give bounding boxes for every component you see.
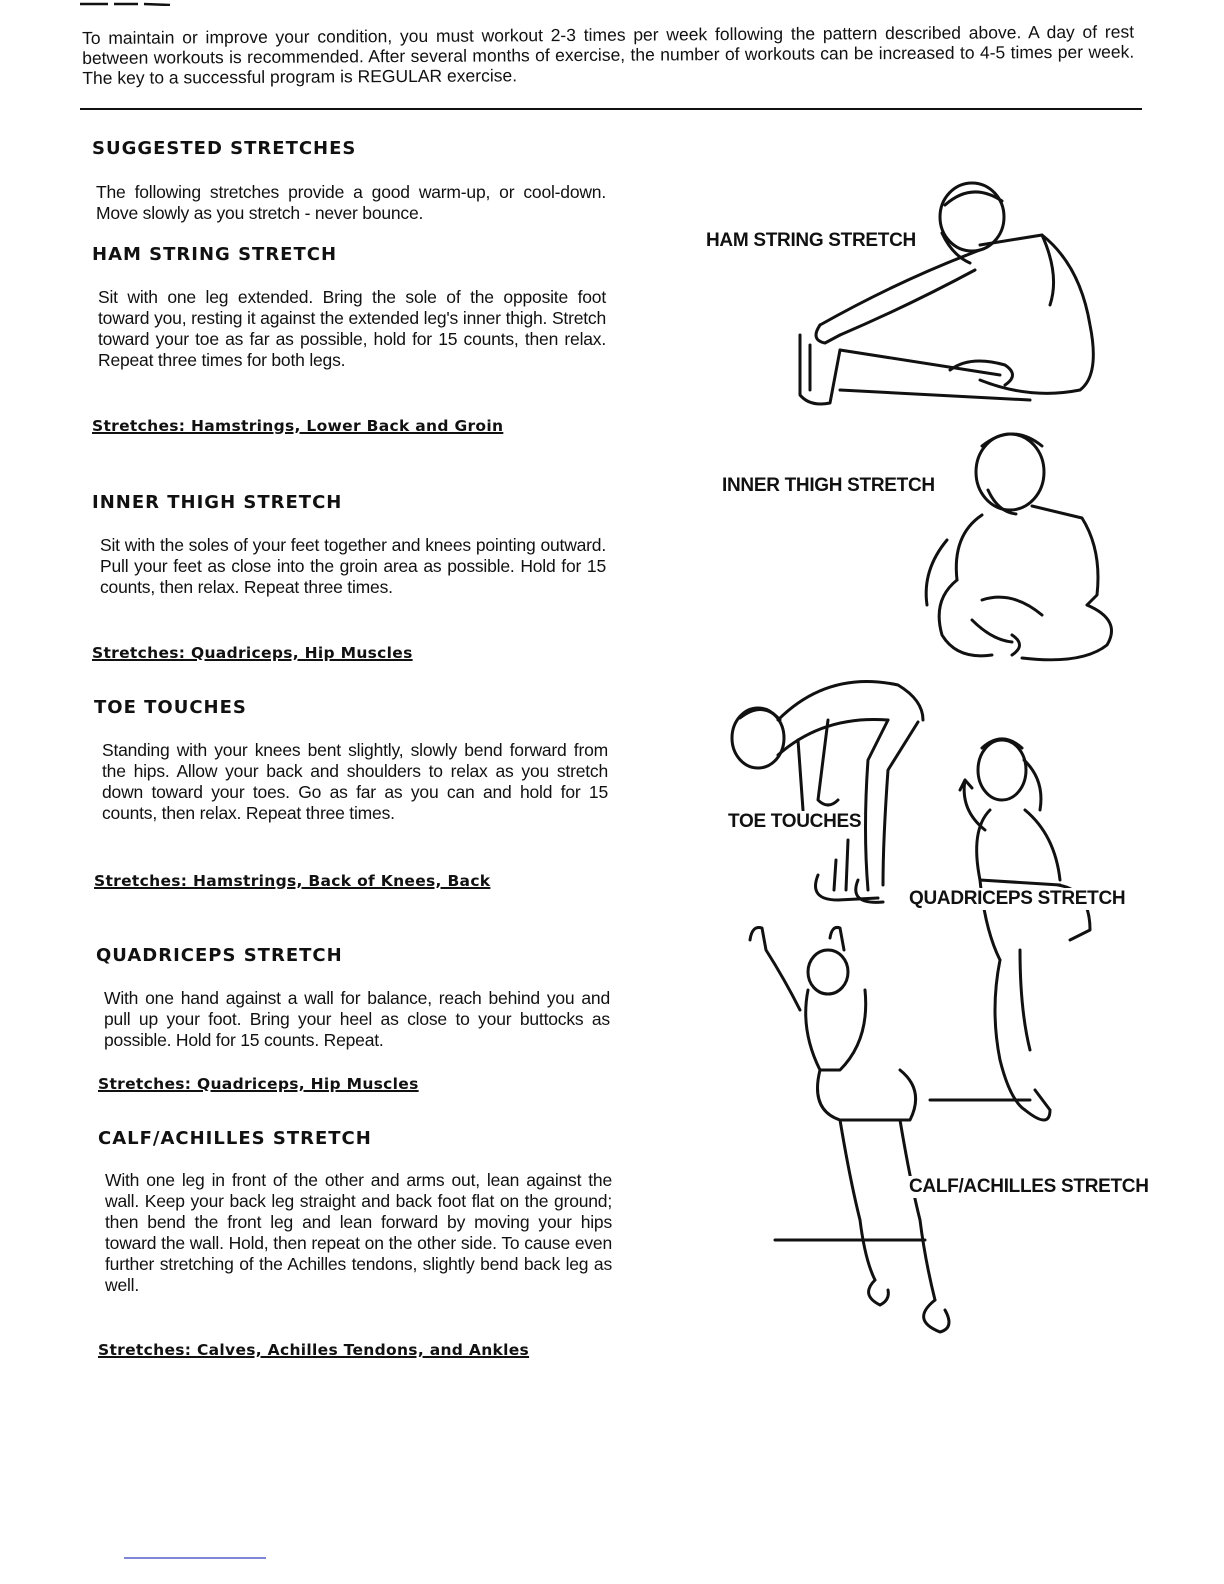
caption-hamstring: HAM STRING STRETCH xyxy=(706,230,916,251)
suggested-stretches-text: The following stretches provide a good warm-up, or cool-down. Move slowly as you stretch - never bounce. xyxy=(96,182,606,223)
quadriceps-heading: QUADRICEPS STRETCH xyxy=(96,945,343,966)
calf-text: With one leg in front of the other and arms out, lean against the wall. Keep your back leg straight and back foot flat on the ground; then bend the front leg and lean forward by moving your hips toward the wall. Hold, then repeat on the other side. To cause even further stretching of the Achilles tendons, slightly bend back leg as well. xyxy=(105,1170,612,1295)
hamstring-stretches: Stretches: Hamstrings, Lower Back and Groin xyxy=(92,417,504,435)
hamstring-heading: HAM STRING STRETCH xyxy=(92,244,338,265)
hamstring-stretch-illustration xyxy=(780,175,1120,415)
caption-toe-touches: TOE TOUCHES xyxy=(728,811,862,832)
horizontal-divider xyxy=(80,108,1142,110)
caption-calf: CALF/ACHILLES STRETCH xyxy=(909,1176,1149,1197)
toe-touches-stretches: Stretches: Hamstrings, Back of Knees, Back xyxy=(94,872,491,890)
caption-inner-thigh: INNER THIGH STRETCH xyxy=(722,475,935,496)
top-edge-fragment xyxy=(78,0,178,6)
inner-thigh-stretches: Stretches: Quadriceps, Hip Muscles xyxy=(92,644,413,662)
inner-thigh-stretch-illustration xyxy=(912,420,1122,670)
caption-quadriceps: QUADRICEPS STRETCH xyxy=(909,888,1126,909)
toe-touches-illustration xyxy=(718,660,938,920)
scan-artifact-line xyxy=(124,1557,266,1559)
hamstring-text: Sit with one leg extended. Bring the sole of the opposite foot toward you, resting it against the extended leg's inner thigh. Stretch toward your toe as far as possible, hold for 15 counts, then relax. Repeat three times for both legs. xyxy=(98,287,606,370)
calf-heading: CALF/ACHILLES STRETCH xyxy=(98,1128,372,1149)
inner-thigh-text: Sit with the soles of your feet together and knees pointing outward. Pull your feet as close into the groin area as possible. Hold for 15 counts, then relax. Repeat three times. xyxy=(100,535,606,597)
calf-stretches: Stretches: Calves, Achilles Tendons, and Ankles xyxy=(98,1341,530,1359)
calf-achilles-stretch-illustration xyxy=(740,920,970,1340)
toe-touches-heading: TOE TOUCHES xyxy=(94,697,247,718)
inner-thigh-heading: INNER THIGH STRETCH xyxy=(92,492,343,513)
suggested-stretches-heading: SUGGESTED STRETCHES xyxy=(92,138,357,159)
intro-paragraph: To maintain or improve your condition, you must workout 2-3 times per week following the pattern described above. A day of rest between workouts is recommended. After several months of exercise, the number of workouts can be increased to 4-5 times per week. The key to a successful program is REGULAR exercise. xyxy=(82,21,1135,88)
toe-touches-text: Standing with your knees bent slightly, slowly bend forward from the hips. Allow your back and shoulders to relax as you stretch down toward your toes. Go as far as you can and hold for 15 counts, then relax. Repeat three times. xyxy=(102,740,608,823)
quadriceps-stretches: Stretches: Quadriceps, Hip Muscles xyxy=(98,1075,419,1093)
quadriceps-text: With one hand against a wall for balance, reach behind you and pull up your foot. Bring your heel as close to your buttocks as possible. Hold for 15 counts. Repeat. xyxy=(104,988,610,1050)
